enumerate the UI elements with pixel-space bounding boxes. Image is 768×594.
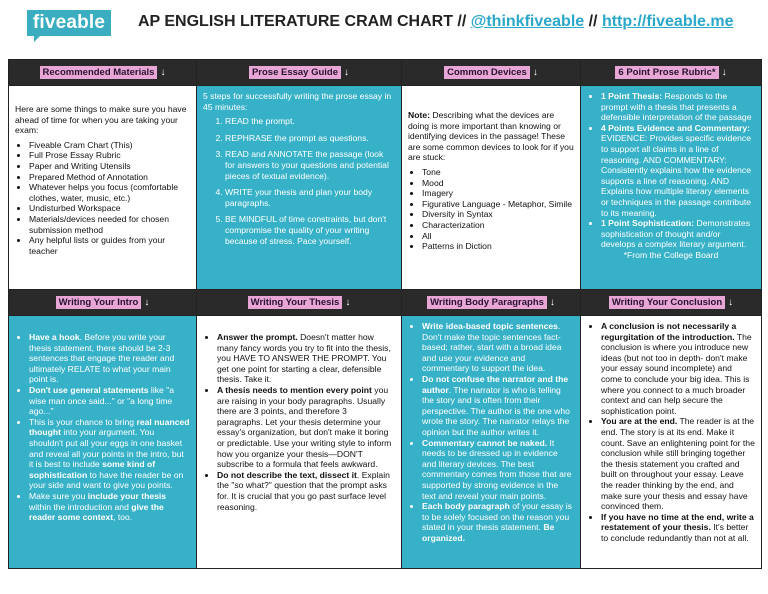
recommended-materials-panel bbox=[9, 86, 196, 289]
bold-phrase: Answer the prompt. bbox=[217, 332, 298, 342]
note-text: Describing what the devices are doing is more important than knowing or identifying devices in the passage! These are some common devices to look for if you are stuck: bbox=[408, 110, 574, 163]
list-item bbox=[29, 332, 190, 385]
bold-phrase: Write idea-based topic sentences bbox=[422, 321, 558, 331]
item-text: This is your chance to bring bbox=[29, 416, 137, 427]
item-text: The conclusion is where you introduce new ideas (but not too in depth- don't make your essay sound incomplete) and come to conclude your big idea. This is where you connect to a much broader context and can help secure the sophistication point. bbox=[601, 331, 752, 416]
bold-phrase: include your thesis bbox=[87, 490, 167, 501]
down-arrow-icon: ↓ bbox=[549, 297, 555, 308]
down-arrow-icon: ↓ bbox=[532, 67, 538, 78]
bold-phrase: You are at the end. bbox=[601, 416, 678, 427]
list-item: • Tone bbox=[422, 167, 574, 178]
item-text: Make sure you bbox=[29, 490, 88, 501]
list-item bbox=[29, 417, 190, 491]
writing-body-panel bbox=[402, 316, 580, 568]
section-title: Prose Essay Guide bbox=[249, 66, 341, 79]
list-item bbox=[422, 501, 574, 543]
item-text: . Explain the "so what?" question that the prompt asks for. It is crucial that you go past surface level reasoning. bbox=[217, 469, 390, 512]
down-arrow-icon: ↓ bbox=[144, 297, 150, 308]
list-item: 2. REPHRASE the prompt as questions. bbox=[225, 133, 395, 144]
header-prose-essay-guide bbox=[197, 60, 401, 85]
bold-phrase: Don't use general statements bbox=[29, 384, 149, 395]
bold-phrase: Have a hook bbox=[29, 332, 80, 342]
title-text: AP ENGLISH LITERATURE CRAM CHART bbox=[138, 13, 453, 30]
item-text: . Don't make the topic sentences fact-based; rather, start with a broad idea and use your evidence and commentary to support the idea. bbox=[422, 321, 562, 374]
rubric-heading: 1 Point Sophistication: bbox=[601, 218, 695, 229]
list-item: • Imagery bbox=[422, 188, 574, 199]
header-recommended-materials bbox=[9, 60, 196, 85]
devices-note bbox=[408, 110, 574, 163]
section-title: Common Devices bbox=[444, 66, 530, 79]
common-devices-panel bbox=[402, 86, 580, 289]
item-text: you are raising in your body paragraphs. Usually there are 3 points, and therefore 3 paragraphs. Let your thesis determine your essay's organization, but don't make it boring or predictable. Use your writing style to inform how you organize your thesis—DON'T subscribe to a formula that feels awkward. bbox=[217, 384, 392, 470]
bold-phrase: A conclusion is not necessarily a regurgitation of the introduction. bbox=[601, 321, 737, 342]
list-item bbox=[601, 218, 755, 250]
bold-phrase: If you have no time at the end, write a restatement of your thesis. bbox=[601, 511, 754, 533]
website-link[interactable]: http://fiveable.me bbox=[601, 13, 734, 30]
down-arrow-icon: ↓ bbox=[160, 67, 166, 78]
item-text: into your argument. You shouldn't put all your eggs in one basket and reveal all your points in the intro, but it is best to include bbox=[29, 427, 184, 470]
bold-phrase: Be organized. bbox=[422, 522, 555, 543]
list-item: • Any helpful lists or guides from your teacher bbox=[29, 235, 190, 256]
rubric-text: Demonstrates sophistication of thought and/or develops a complex literary argument. bbox=[601, 218, 750, 250]
bold-phrase: Commentary cannot be naked. bbox=[422, 437, 548, 448]
list-item bbox=[217, 385, 395, 470]
section-title: Writing Your Thesis bbox=[248, 296, 343, 309]
list-item: • Fiveable Cram Chart (This) bbox=[29, 140, 190, 151]
list-item: 1. READ the prompt. bbox=[225, 116, 395, 127]
list-item bbox=[601, 91, 755, 123]
rubric-heading: 4 Points Evidence and Commentary: bbox=[601, 122, 750, 133]
list-item: • Prepared Method of Annotation bbox=[29, 172, 190, 183]
list-item bbox=[601, 321, 755, 416]
guide-steps bbox=[203, 116, 395, 246]
page-title bbox=[138, 13, 734, 31]
down-arrow-icon: ↓ bbox=[728, 297, 734, 308]
guide-intro: 5 steps for successfully writing the prose essay in 45 minutes: bbox=[203, 91, 392, 112]
list-item: • All bbox=[422, 231, 574, 242]
bold-phrase: Do not describe the text, dissect it bbox=[217, 469, 357, 480]
item-text: like "a wise man once said..." or "a long time ago..." bbox=[29, 384, 175, 417]
item-text: , too. bbox=[113, 512, 133, 523]
item-text: within the introduction and bbox=[29, 501, 132, 512]
section-title: Writing Your Conclusion bbox=[609, 296, 725, 309]
devices-list bbox=[408, 167, 574, 252]
list-item: • Characterization bbox=[422, 220, 574, 231]
list-item: • Paper and Writing Utensils bbox=[29, 161, 190, 172]
header-common-devices bbox=[402, 60, 580, 85]
list-item: 4. WRITE your thesis and plan your body paragraphs. bbox=[225, 187, 395, 208]
rubric-heading: 1 Point Thesis: bbox=[601, 91, 663, 101]
logo-tail-shape bbox=[34, 35, 41, 42]
list-item: • Diversity in Syntax bbox=[422, 209, 574, 220]
list-item: • Full Prose Essay Rubric bbox=[29, 150, 190, 161]
item-text: . The narrator is who is telling the story and is often from their perspective. The author is the one who wrote the story. The narrator relays the opinion but the author writes it. bbox=[422, 384, 570, 437]
item-text: It's better to conclude redundantly than not at all. bbox=[601, 522, 749, 543]
item-text: to have the reader be on your side and want to give you points. bbox=[29, 469, 184, 491]
list-item: • Whatever helps you focus (comfortable clothes, water, music, etc.) bbox=[29, 182, 190, 203]
prose-rubric-panel bbox=[581, 86, 761, 289]
materials-list bbox=[15, 140, 190, 257]
down-arrow-icon: ↓ bbox=[344, 67, 350, 78]
cram-chart-grid bbox=[8, 59, 762, 569]
writing-thesis-panel bbox=[197, 316, 401, 568]
item-text: . Before you write your thesis statement, there should be 2-3 sentences that engage the reader and ultimately RELATE to what your main point is. bbox=[29, 332, 175, 385]
list-item bbox=[601, 416, 755, 511]
item-text: of your essay is to be solely focused on the reason you stated in your thesis statement. bbox=[422, 501, 572, 533]
list-item bbox=[601, 512, 755, 544]
twitter-handle-link[interactable]: @thinkfiveable bbox=[470, 13, 585, 30]
list-item bbox=[422, 438, 574, 502]
body-list bbox=[408, 321, 574, 543]
writing-intro-panel bbox=[9, 316, 196, 568]
item-text: Doesn't matter how many fancy words you try to fit into the thesis, you HAVE TO ANSWER THE PROMPT. You get one point for starting a clear, defensible thesis. Take it. bbox=[217, 332, 391, 385]
bold-phrase: Each body paragraph bbox=[422, 501, 510, 512]
list-item bbox=[217, 470, 395, 512]
bold-phrase: some kind of sophistication bbox=[29, 459, 156, 480]
list-item: • Figurative Language - Metaphor, Simile bbox=[422, 199, 574, 210]
item-text: It needs to be dressed up in evidence and literary devices. The best commentary comes from those that are supported by strong evidence in the text and reveal your main points. bbox=[422, 437, 572, 501]
bold-phrase: real nuanced thought bbox=[29, 416, 190, 438]
header-writing-thesis bbox=[197, 290, 401, 315]
section-title: Writing Body Paragraphs bbox=[427, 296, 547, 309]
rubric-list bbox=[587, 91, 755, 250]
list-item: • Materials/devices needed for chosen submission method bbox=[29, 214, 190, 235]
header-writing-conclusion bbox=[581, 290, 761, 315]
note-label: Note: bbox=[408, 110, 430, 120]
list-item: 5. BE MINDFUL of time constraints, but don't compromise the quality of your writing because of stress. Pace yourself. bbox=[225, 214, 395, 246]
list-item bbox=[601, 123, 755, 218]
writing-conclusion-panel bbox=[581, 316, 761, 568]
list-item: 3. READ and ANNOTATE the passage (look for answers to your questions and potential pieces of textual evidence). bbox=[225, 149, 395, 181]
bold-phrase: Do not confuse the narrator and the author bbox=[422, 373, 569, 395]
bold-phrase: give the reader some context bbox=[29, 501, 164, 523]
list-item: • Mood bbox=[422, 178, 574, 189]
section-title: Recommended Materials bbox=[40, 66, 158, 79]
conclusion-list bbox=[587, 321, 755, 543]
header-writing-body bbox=[402, 290, 580, 315]
rubric-text: Responds to the prompt with a thesis that presents a defensible interpretation of the passage bbox=[601, 91, 752, 123]
prose-essay-guide-panel bbox=[197, 86, 401, 289]
section-title: 6 Point Prose Rubric* bbox=[615, 66, 718, 79]
title-separator: // bbox=[584, 13, 602, 30]
header-prose-rubric bbox=[581, 60, 761, 85]
bold-phrase: A thesis needs to mention every point bbox=[217, 384, 372, 395]
list-item: • Patterns in Diction bbox=[422, 241, 574, 252]
rubric-text: EVIDENCE: Provides specific evidence to support all claims in a line of reasoning. AND COMMENTARY: Consistently explains how the evidence supports a line of reasoning. AND Explains how multiple literary elements or techniques in the passage contribute to its meaning. bbox=[601, 133, 752, 218]
materials-intro: Here are some things to make sure you have ahead of time for when you are taking your exam: bbox=[15, 104, 187, 136]
thesis-list bbox=[203, 332, 395, 512]
title-separator: // bbox=[452, 13, 471, 30]
section-title: Writing Your Intro bbox=[56, 296, 142, 309]
header-writing-intro bbox=[9, 290, 196, 315]
rubric-footnote: *From the College Board bbox=[623, 249, 719, 260]
down-arrow-icon: ↓ bbox=[345, 297, 351, 308]
fiveable-logo[interactable]: fiveable bbox=[27, 10, 111, 36]
down-arrow-icon: ↓ bbox=[721, 67, 727, 78]
list-item bbox=[29, 385, 190, 417]
page-header bbox=[0, 0, 768, 56]
list-item bbox=[29, 491, 190, 523]
intro-list bbox=[15, 332, 190, 523]
list-item bbox=[422, 374, 574, 438]
item-text: The reader is at the end. The story is at its end. Make it count. Save an enlightening point for the conclusion while still bringing together the thesis statement you crafted and built on throughout your essay. Leave the reader thinking by the end, and make sure your thesis and essay have convinced them. bbox=[601, 416, 755, 512]
list-item: • Undisturbed Workspace bbox=[29, 203, 190, 214]
list-item bbox=[217, 332, 395, 385]
list-item bbox=[422, 321, 574, 374]
